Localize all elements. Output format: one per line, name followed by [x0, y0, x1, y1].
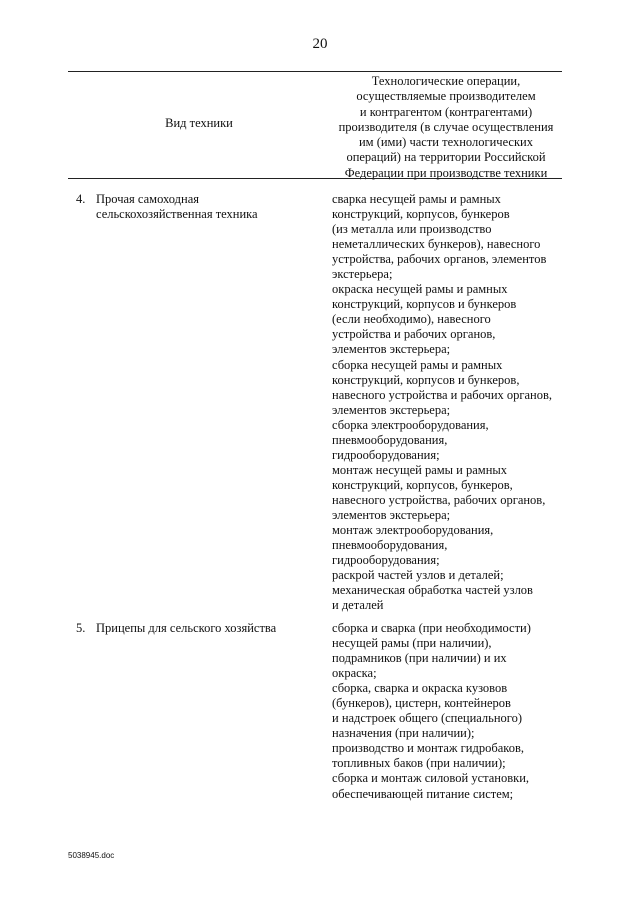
operation-line: (из металла или производство: [332, 222, 492, 237]
header-operations-line: Федерации при производстве техники: [344, 165, 548, 180]
page-number: 20: [312, 36, 328, 52]
operation-line: производство и монтаж гидробаков,: [332, 741, 524, 756]
operation-line: сборка, сварка и окраска кузовов: [332, 681, 508, 696]
operation-line: устройства, рабочих органов, элементов: [332, 252, 547, 267]
row-kind-line: Прицепы для сельского хозяйства: [96, 621, 277, 635]
header-operations-line: производителя (в случае осуществления: [338, 119, 554, 134]
row-number: 5.: [76, 621, 86, 635]
row-kind-line: сельскохозяйственная техника: [96, 207, 258, 222]
row-operations: [332, 192, 572, 613]
operation-line: сборка и сварка (при необходимости): [332, 621, 531, 635]
operation-line: сборка электрооборудования,: [332, 417, 489, 432]
operation-line: элементов экстерьера;: [332, 507, 451, 522]
header-operations-line: им (ими) части технологических: [358, 135, 533, 150]
header-operations-line: Технологические операции,: [371, 74, 521, 88]
header-operations-line: и контрагентом (контрагентами): [359, 104, 533, 119]
row-operations: [332, 621, 572, 802]
row-kind: [96, 192, 326, 223]
header-kind: Вид техники: [165, 116, 233, 130]
operation-line: механическая обработка частей узлов: [332, 583, 533, 598]
operation-line: элементов экстерьера;: [332, 342, 451, 357]
header-operations-line: операций) на территории Российской: [346, 150, 546, 165]
operation-line: сборка и монтаж силовой установки,: [332, 771, 530, 786]
operation-line: (если необходимо), навесного: [332, 312, 491, 327]
operation-line: конструкций, корпусов и бункеров: [332, 297, 517, 312]
operation-line: конструкций, корпусов, бункеров,: [332, 477, 513, 492]
operation-line: навесного устройства, рабочих органов,: [332, 492, 546, 507]
operation-line: гидрооборудования;: [332, 447, 440, 462]
operation-line: экстерьера;: [332, 267, 393, 282]
row-number: 4.: [76, 192, 86, 206]
operation-line: топливных баков (при наличии);: [332, 756, 506, 771]
operation-line: навесного устройства и рабочих органов,: [332, 387, 553, 402]
operation-line: раскрой частей узлов и деталей;: [332, 568, 504, 583]
operation-line: и деталей: [332, 598, 384, 613]
row-kind-line: Прочая самоходная: [96, 192, 200, 206]
operation-line: несущей рамы (при наличии),: [332, 636, 492, 651]
operation-line: монтаж несущей рамы и рамных: [332, 462, 508, 477]
header-operations-line: осуществляемые производителем: [356, 89, 536, 104]
table-top-rule: [68, 71, 562, 72]
table-header-rule: [68, 178, 562, 179]
operation-line: обеспечивающей питание систем;: [332, 786, 514, 801]
operation-line: конструкций, корпусов и бункеров,: [332, 372, 520, 387]
operation-line: окраска;: [332, 666, 377, 681]
operation-line: сварка несущей рамы и рамных: [332, 192, 501, 206]
operation-line: сборка несущей рамы и рамных: [332, 357, 503, 372]
operation-line: конструкций, корпусов, бункеров: [332, 207, 510, 222]
operation-line: элементов экстерьера;: [332, 402, 451, 417]
header-operations: [330, 74, 562, 181]
operation-line: неметаллических бункеров), навесного: [332, 237, 541, 252]
document-code: 5038945.doc: [68, 851, 115, 860]
operation-line: устройства и рабочих органов,: [332, 327, 496, 342]
operation-line: гидрооборудования;: [332, 553, 440, 568]
operation-line: (бункеров), цистерн, контейнеров: [332, 696, 511, 711]
row-kind: [96, 621, 326, 636]
operation-line: пневмооборудования,: [332, 432, 448, 447]
operation-line: окраска несущей рамы и рамных: [332, 282, 508, 297]
operation-line: назначения (при наличии);: [332, 726, 475, 741]
operation-line: пневмооборудования,: [332, 538, 448, 553]
operation-line: и надстроек общего (специального): [332, 711, 523, 726]
operation-line: подрамников (при наличии) и их: [332, 651, 507, 666]
operation-line: монтаж электрооборудования,: [332, 523, 494, 538]
